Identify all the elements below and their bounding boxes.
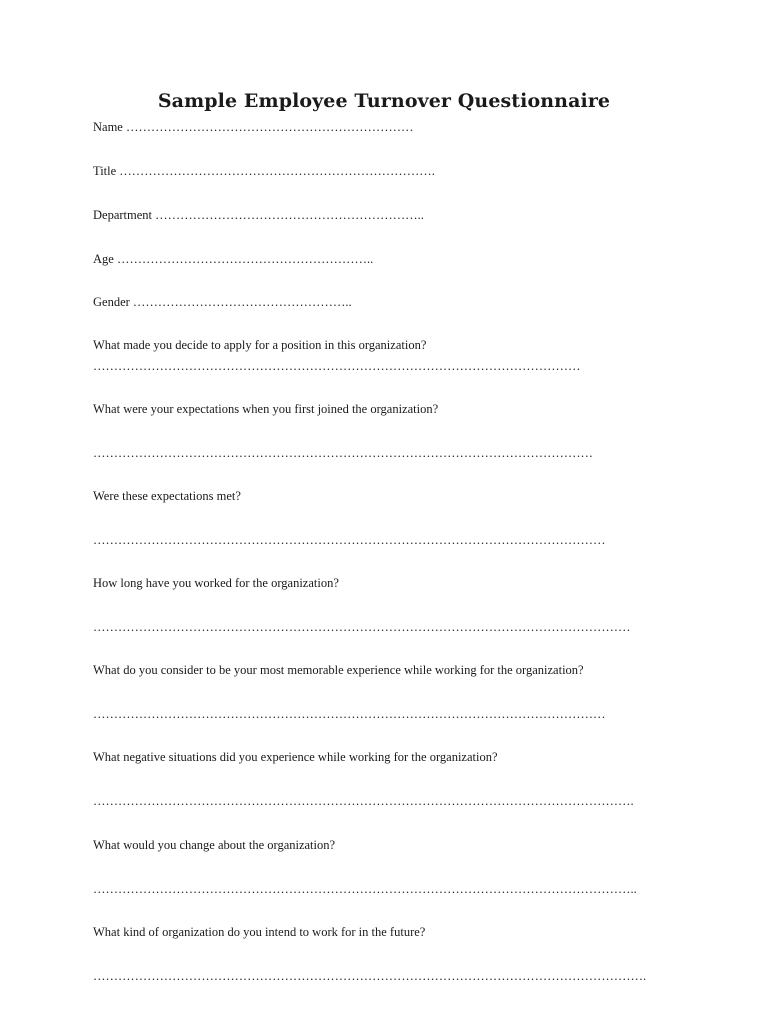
name-field [93,119,413,135]
question-text: What made you decide to apply for a position in this organization? [93,338,427,352]
field-label: Name [93,120,123,134]
field-blank: ……………………………………………………….. [155,208,424,222]
field-blank: …………………………………………….. [132,295,352,309]
question-text: What negative situations did you experience while working for the organization? [93,750,498,764]
answer-blank: …………………………………………………………………………………………………………… [93,533,606,547]
answer-blank: ………………………………………………………………………………………………………… [93,446,593,460]
page-title: Sample Employee Turnover Questionnaire [157,90,611,112]
question-text: What were your expectations when you first joined the organization? [93,402,439,416]
department-field [93,207,424,223]
field-label: Gender [93,295,130,309]
title-field [93,163,435,179]
answer-blank: ……………………………………………………………………………………………………………………. [93,969,647,983]
gender-field [93,294,352,310]
age-field [93,251,373,267]
question-text: What kind of organization do you intend to work for in the future? [93,925,426,939]
field-blank: …………………………………………………………… [125,120,414,134]
field-blank: …………………………………………………….. [116,252,374,266]
answer-blank: ………………………………………………………………………………………………………………… [93,620,631,634]
field-label: Title [93,164,117,178]
question-text: What would you change about the organization? [93,838,336,852]
question-text: Were these expectations met? [93,489,241,503]
answer-blank: …………………………………………………………………………………………………………………. [93,794,634,808]
field-blank: …………………………………………………………………. [119,164,435,178]
field-label: Age [93,252,114,266]
question-text: What do you consider to be your most memorable experience while working for the organization? [93,663,584,677]
answer-blank: …………………………………………………………………………………………………………… [93,707,606,721]
answer-blank: ……………………………………………………………………………………………………… [93,359,581,373]
answer-blank: ………………………………………………………………………………………………………………….. [93,882,637,896]
field-label: Department [93,208,153,222]
question-text: How long have you worked for the organization? [93,576,339,590]
